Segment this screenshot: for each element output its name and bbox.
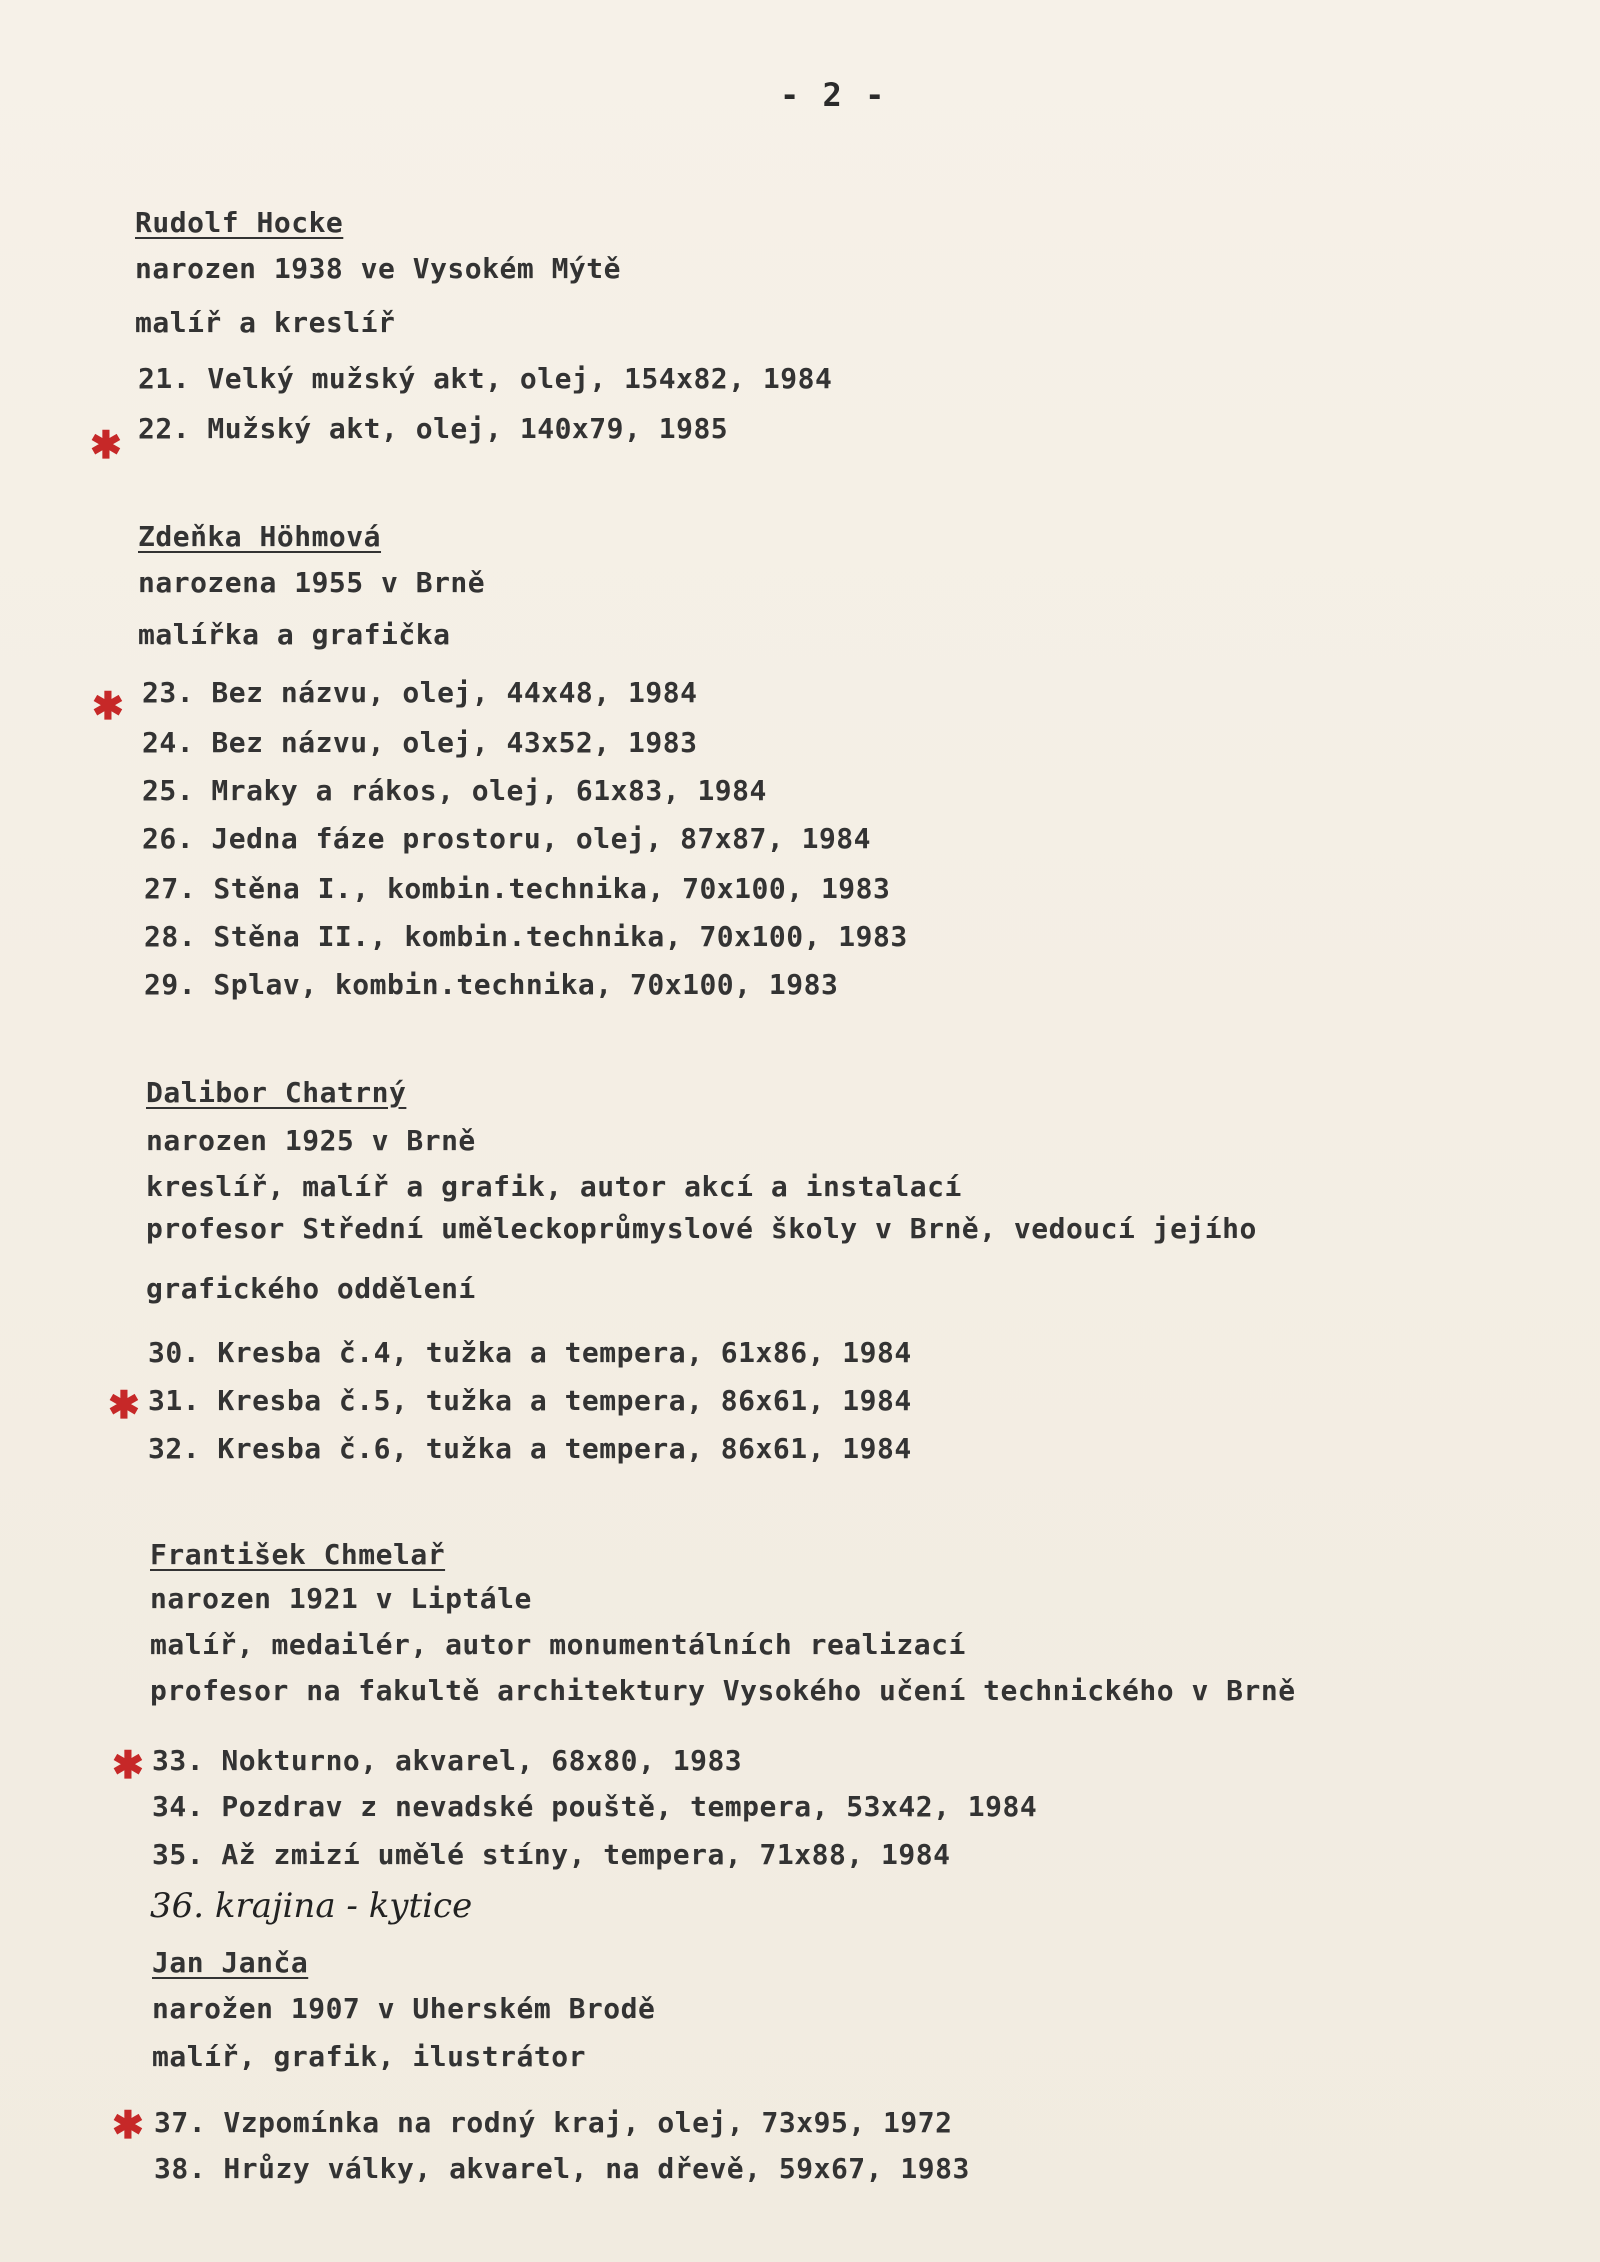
- artist-info: narožen 1907 v Uherském Brodě: [152, 1992, 656, 2025]
- work-item: 33. Nokturno, akvarel, 68x80, 1983: [152, 1744, 743, 1777]
- artist-info: narozen 1925 v Brně: [146, 1124, 476, 1157]
- artist-info: malíř a kreslíř: [135, 306, 396, 339]
- artist-info: narozen 1938 ve Vysokém Mýtě: [135, 252, 622, 285]
- red-mark-icon: ✱: [108, 1382, 140, 1427]
- work-item: 28. Stěna II., kombin.technika, 70x100, 1983: [144, 920, 908, 953]
- work-item: 25. Mraky a rákos, olej, 61x83, 1984: [142, 774, 767, 807]
- artist-name: Zdeňka Höhmová: [138, 520, 382, 553]
- artist-info: malíř, medailér, autor monumentálních realizací: [150, 1628, 966, 1661]
- handwritten-note: 36. krajina - kytice: [150, 1886, 473, 1926]
- page-number: - 2 -: [780, 76, 887, 114]
- work-item: 34. Pozdrav z nevadské pouště, tempera, 53x42, 1984: [152, 1790, 1038, 1823]
- work-item: 21. Velký mužský akt, olej, 154x82, 1984: [138, 362, 833, 395]
- artist-name: František Chmelař: [150, 1538, 446, 1571]
- artist-name: Dalibor Chatrný: [146, 1076, 407, 1109]
- red-mark-icon: ✱: [92, 683, 124, 728]
- work-item: 38. Hrůzy války, akvarel, na dřevě, 59x67, 1983: [154, 2152, 970, 2185]
- work-item: 35. Až zmizí umělé stíny, tempera, 71x88, 1984: [152, 1838, 951, 1871]
- artist-name: Rudolf Hocke: [135, 206, 344, 239]
- artist-name: Jan Janča: [152, 1946, 309, 1979]
- work-item: 24. Bez názvu, olej, 43x52, 1983: [142, 726, 698, 759]
- artist-info: narozena 1955 v Brně: [138, 566, 486, 599]
- work-item: 37. Vzpomínka na rodný kraj, olej, 73x95, 1972: [154, 2106, 953, 2139]
- artist-info: profesor na fakultě architektury Vysokého učení technického v Brně: [150, 1674, 1296, 1707]
- work-item: 30. Kresba č.4, tužka a tempera, 61x86, 1984: [148, 1336, 912, 1369]
- artist-info: profesor Střední uměleckoprůmyslové školy v Brně, vedoucí jejího: [146, 1212, 1257, 1245]
- artist-info: narozen 1921 v Liptále: [150, 1582, 532, 1615]
- work-item: 27. Stěna I., kombin.technika, 70x100, 1983: [144, 872, 891, 905]
- work-item: 26. Jedna fáze prostoru, olej, 87x87, 1984: [142, 822, 872, 855]
- work-item: 29. Splav, kombin.technika, 70x100, 1983: [144, 968, 839, 1001]
- work-item: 23. Bez názvu, olej, 44x48, 1984: [142, 676, 698, 709]
- artist-info: malířka a grafička: [138, 618, 451, 651]
- red-mark-icon: ✱: [112, 1742, 144, 1787]
- artist-info: kreslíř, malíř a grafik, autor akcí a instalací: [146, 1170, 962, 1203]
- work-item: 22. Mužský akt, olej, 140x79, 1985: [138, 412, 729, 445]
- work-item: 31. Kresba č.5, tužka a tempera, 86x61, 1984: [148, 1384, 912, 1417]
- red-mark-icon: ✱: [112, 2102, 144, 2147]
- artist-info: grafického oddělení: [146, 1272, 476, 1305]
- work-item: 32. Kresba č.6, tužka a tempera, 86x61, 1984: [148, 1432, 912, 1465]
- artist-info: malíř, grafik, ilustrátor: [152, 2040, 586, 2073]
- red-mark-icon: ✱: [90, 422, 122, 467]
